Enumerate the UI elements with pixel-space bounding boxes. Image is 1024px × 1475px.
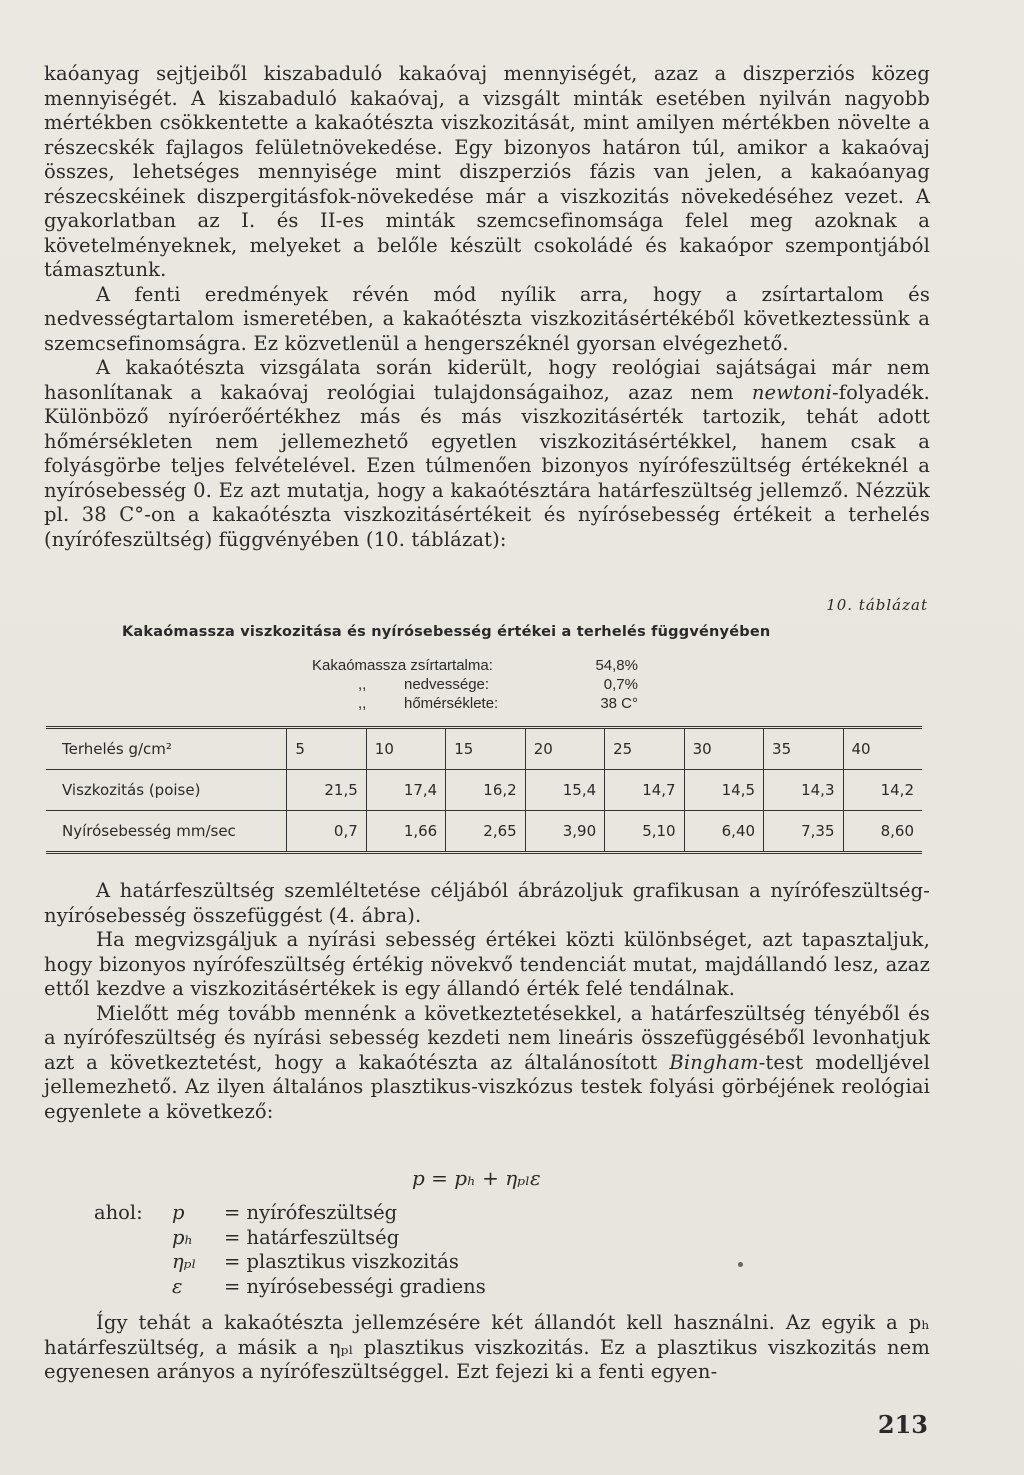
table-cell: 20: [525, 728, 604, 770]
newtoni-italic: newtoni: [751, 380, 833, 404]
table-cell: 1,66: [366, 811, 445, 853]
ditto-mark: ,,: [358, 676, 367, 693]
data-table: [46, 726, 922, 854]
table-cell: 30: [684, 728, 763, 770]
table-cell: 17,4: [366, 770, 445, 811]
table-cell: 14,2: [843, 770, 922, 811]
definition-row: [94, 1201, 486, 1226]
table-title: Kakaómassza viszkozitása és nyírósebesség értékei a terhelés függvényében: [122, 624, 771, 640]
paragraph-5: Ha megvizsgáljuk a nyírási sebesség értékei közti különbséget, azt tapasztaljuk, hogy bizonyos nyírófeszültség értékig növekvő tendenciát mutat, majdállandó lesz, azaz ettől kezdve a viszkozitásértékek is egy állandó érték felé tendálnak.: [44, 928, 930, 1000]
symbol-description: = határfeszültség: [224, 1225, 400, 1249]
property-row: [312, 694, 638, 713]
row-header: Viszkozitás (poise): [46, 770, 287, 811]
text-block-bottom: [44, 1311, 930, 1385]
paragraph-6-text-a: Mielőtt még tovább mennénk a következtetésekkel, a határfeszültség tényéből és a nyírófeszültség és nyírási sebesség kezdeti nem lineáris összefüggéséből levonhatjuk azt a következtetést, hogy a kakaótészta az általánosított: [44, 1001, 930, 1074]
bingham-italic: Bingham: [669, 1050, 759, 1074]
table-cell: 7,35: [764, 811, 843, 853]
table-cell: 2,65: [446, 811, 525, 853]
table-row-viscosity: [46, 770, 922, 811]
definition-row: [94, 1226, 486, 1251]
paragraph-2: A fenti eredmények révén mód nyílik arra, hogy a zsírtartalom és nedvességtartalom ismeretében, a kakaótészta viszkozitásértékéből következtessünk a szemcsefinomságra. Ez közvetlenül a hengerszéknél gyorsan elvégezhető.: [44, 282, 930, 355]
definition-row: [94, 1250, 486, 1275]
symbol: p: [172, 1201, 185, 1224]
table-cell: 21,5: [287, 770, 366, 811]
table-cell: 14,7: [605, 770, 684, 811]
row-header: Terhelés g/cm²: [62, 740, 172, 758]
paragraph-1: kaóanyag sejtjeiből kiszabaduló kakaóvaj mennyiségét, azaz a diszperziós közeg mennyiségét. A kiszabaduló kakaóvaj, a vizsgált minták esetében nyilván nagyobb mértékben csökkentette a kakaótészta viszkozitását, mint amilyen mértékben növelte a részecskék fajlagos felületnövekedése. Egy bizonyos határon túl, amikor a kakaóvaj összes, lehetséges mennyisége mint diszperziós fázis van jelen, a kakaóanyag részecskéinek diszpergitásfok-növekedése már a viszkozitás növekedéséhez vezet. A gyakorlatban az I. és II-es minták szemcsefinomsága felel meg azoknak a követelményeknek, melyeket a belőle készült csokoládé és kakaópor szempontjából támasztunk.: [44, 62, 930, 281]
table-row-load: [46, 728, 922, 770]
paragraph-3-text-a: A kakaótészta vizsgálata során kiderült, hogy reológiai sajátságai már nem hasonlítanak a kakaóvaj reológiai tulajdonságaihoz, azaz nem: [44, 356, 930, 404]
paragraph-3-text-b: -folyadék. Különböző nyíróerőértékhez más és más viszkozitásérték tartozik, tehát adott hőmérsékleten nem jellemezhető egyetlen viszkozitásértékkel, hanem csak a folyásgörbe teljes felvételével. Ezen túlmenően bizonyos nyírófeszültség értékeknél a nyírósebesség 0. Ez azt mutatja, hogy a kakaótésztára határfeszültség jellemző. Nézzük pl. 38 C°-on a kakaótészta viszkozitásértékeit és nyírósebesség értékeit a terhelés (nyírófeszültség) függvényében (10. táblázat):: [44, 380, 930, 551]
table-cell: 14,3: [764, 770, 843, 811]
symbol-description: = nyírófeszültség: [224, 1201, 398, 1224]
table-cell: 0,7: [287, 811, 366, 853]
table-cell: 16,2: [446, 770, 525, 811]
paragraph-6-text-b: -test modelljével jellemezhető. Az ilyen általános plasztikus-viszkózus testek folyási görbéjének reológiai egyenlete a következő:: [44, 1050, 930, 1123]
symbol: ε: [172, 1274, 183, 1298]
paragraph-6: [44, 1002, 930, 1125]
ditto-mark: ,,: [358, 695, 367, 712]
spacer: [94, 1275, 172, 1300]
table-cell: 5: [287, 728, 366, 770]
table-cell: 10: [366, 728, 445, 770]
property-row: [312, 656, 638, 675]
definition-row: [94, 1275, 486, 1300]
symbol: pₕ: [172, 1225, 193, 1249]
table-row-shear-rate: [46, 811, 922, 853]
spacer: [94, 1250, 172, 1275]
spacer: [94, 1226, 172, 1251]
table-cell: 15: [446, 728, 525, 770]
symbol-definitions: [94, 1201, 486, 1299]
property-value: 38 C°: [600, 695, 638, 712]
rheology-equation: p = pₕ + ηₚₗε: [412, 1166, 541, 1190]
table-cell: 25: [605, 728, 684, 770]
symbol-description: = plasztikus viszkozitás: [224, 1250, 459, 1273]
paragraph-4: A határfeszültség szemléltetése céljából ábrázoljuk grafikusan a nyírófeszültség- nyírósebesség összefüggést (4. ábra).: [44, 879, 930, 927]
property-label: Kakaómassza zsírtartalma:: [312, 657, 493, 674]
property-label: hőmérséklete:: [404, 695, 499, 712]
table-cell: 6,40: [684, 811, 763, 853]
paragraph-3: [44, 356, 930, 552]
print-speck: [738, 1262, 743, 1267]
table-cell: 3,90: [525, 811, 604, 853]
table-cell: 8,60: [843, 811, 922, 853]
property-value: 0,7%: [603, 676, 638, 693]
text-block-top: [44, 62, 930, 552]
symbol: ηₚₗ: [172, 1250, 197, 1273]
table-cell: 40: [843, 728, 922, 770]
property-row: [312, 675, 638, 694]
symbol-description: = nyírósebességi gradiens: [224, 1274, 486, 1298]
table-cell: 5,10: [605, 811, 684, 853]
text-block-middle: [44, 879, 930, 1124]
table-caption-number: 10. táblázat: [826, 596, 928, 614]
table-cell: 35: [764, 728, 843, 770]
ahol-label: ahol:: [94, 1201, 143, 1224]
table-properties: [312, 656, 638, 713]
property-value: 54,8%: [595, 657, 638, 674]
paragraph-7: Így tehát a kakaótészta jellemzésére két állandót kell használni. Az egyik a pₕ határfeszültség, a másik a ηₚₗ plasztikus viszkozitás. Ez a plasztikus viszkozitás nem egyenesen arányos a nyírófeszültséggel. Ezt fejezi ki a fenti egyen-: [44, 1311, 930, 1383]
table-cell: 14,5: [684, 770, 763, 811]
page-number: 213: [877, 1410, 928, 1439]
property-label: nedvessége:: [404, 676, 490, 693]
table-cell: 15,4: [525, 770, 604, 811]
row-header: Nyírósebesség mm/sec: [46, 811, 287, 853]
